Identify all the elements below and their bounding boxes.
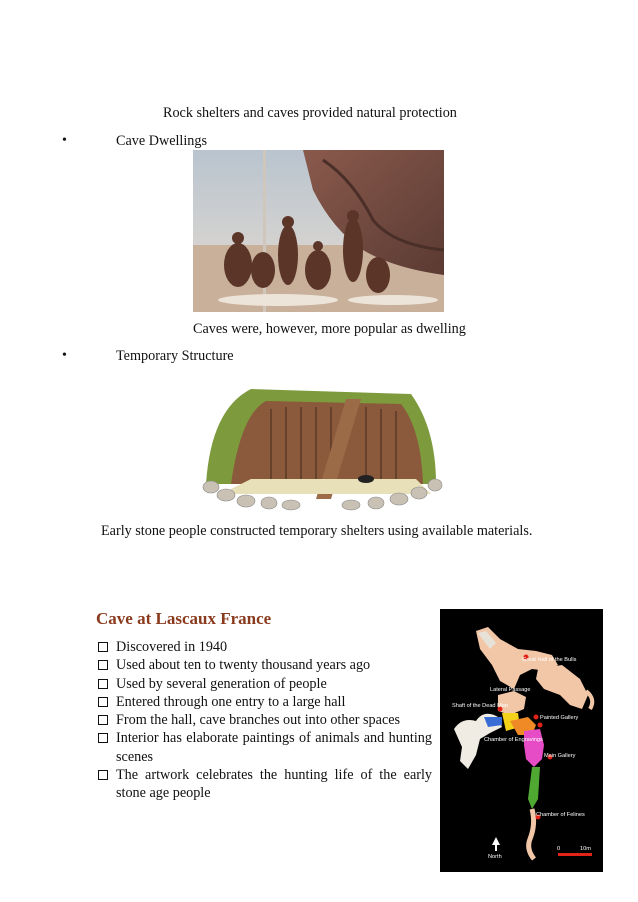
checkbox-icon — [98, 679, 108, 689]
label-scale-ten: 10m — [580, 846, 591, 852]
checkbox-icon — [98, 715, 108, 725]
bullet-cave-dwellings: Cave Dwellings — [116, 133, 208, 149]
list-item: From the hall, cave branches out into other spaces — [96, 711, 432, 729]
label-chamber-felines: Chamber of Felines — [536, 812, 585, 818]
label-painted-gallery: Painted Gallery — [540, 715, 579, 721]
list-item: Used by several generation of people — [96, 675, 432, 693]
list-item: Entered through one entry to a large hall — [96, 693, 432, 711]
temporary-shelter-image — [191, 369, 448, 513]
checkbox-icon — [98, 770, 108, 780]
label-shaft-dead-man: Shaft of the Dead Man — [452, 703, 508, 709]
bullet-temporary-structure: Temporary Structure — [116, 348, 234, 364]
bullet-marker: • — [62, 133, 67, 148]
checkbox-icon — [98, 642, 108, 652]
list-item: The artwork celebrates the hunting life of the early stone age people — [96, 766, 432, 803]
caption-rock-shelters: Rock shelters and caves provided natural protection — [163, 105, 457, 121]
feature-list — [96, 638, 432, 803]
cave-dwelling-image — [193, 150, 444, 312]
list-item: Used about ten to twenty thousand years ago — [96, 656, 432, 674]
label-great-hall: Great Hall of the Bulls — [522, 657, 577, 663]
label-chamber-engravings: Chamber of Engravings — [484, 737, 543, 743]
caption-temporary-shelters: Early stone people constructed temporary shelters using available materials. — [101, 523, 533, 539]
section-title: Cave at Lascaux France — [96, 609, 272, 628]
caption-caves-popular: Caves were, however, more popular as dwelling — [193, 321, 466, 337]
label-scale-zero: 0 — [557, 846, 561, 852]
label-lateral-passage: Lateral Passage — [490, 687, 531, 693]
label-north: North — [488, 854, 502, 860]
lascaux-cave-map — [440, 609, 603, 872]
label-main-gallery: Main Gallery — [544, 753, 576, 759]
checkbox-icon — [98, 660, 108, 670]
checkbox-icon — [98, 697, 108, 707]
checkbox-icon — [98, 733, 108, 743]
scale-bar — [558, 853, 592, 856]
bullet-marker: • — [62, 348, 67, 363]
list-item: Discovered in 1940 — [96, 638, 432, 656]
list-item: Interior has elaborate paintings of animals and hunting scenes — [96, 729, 432, 766]
